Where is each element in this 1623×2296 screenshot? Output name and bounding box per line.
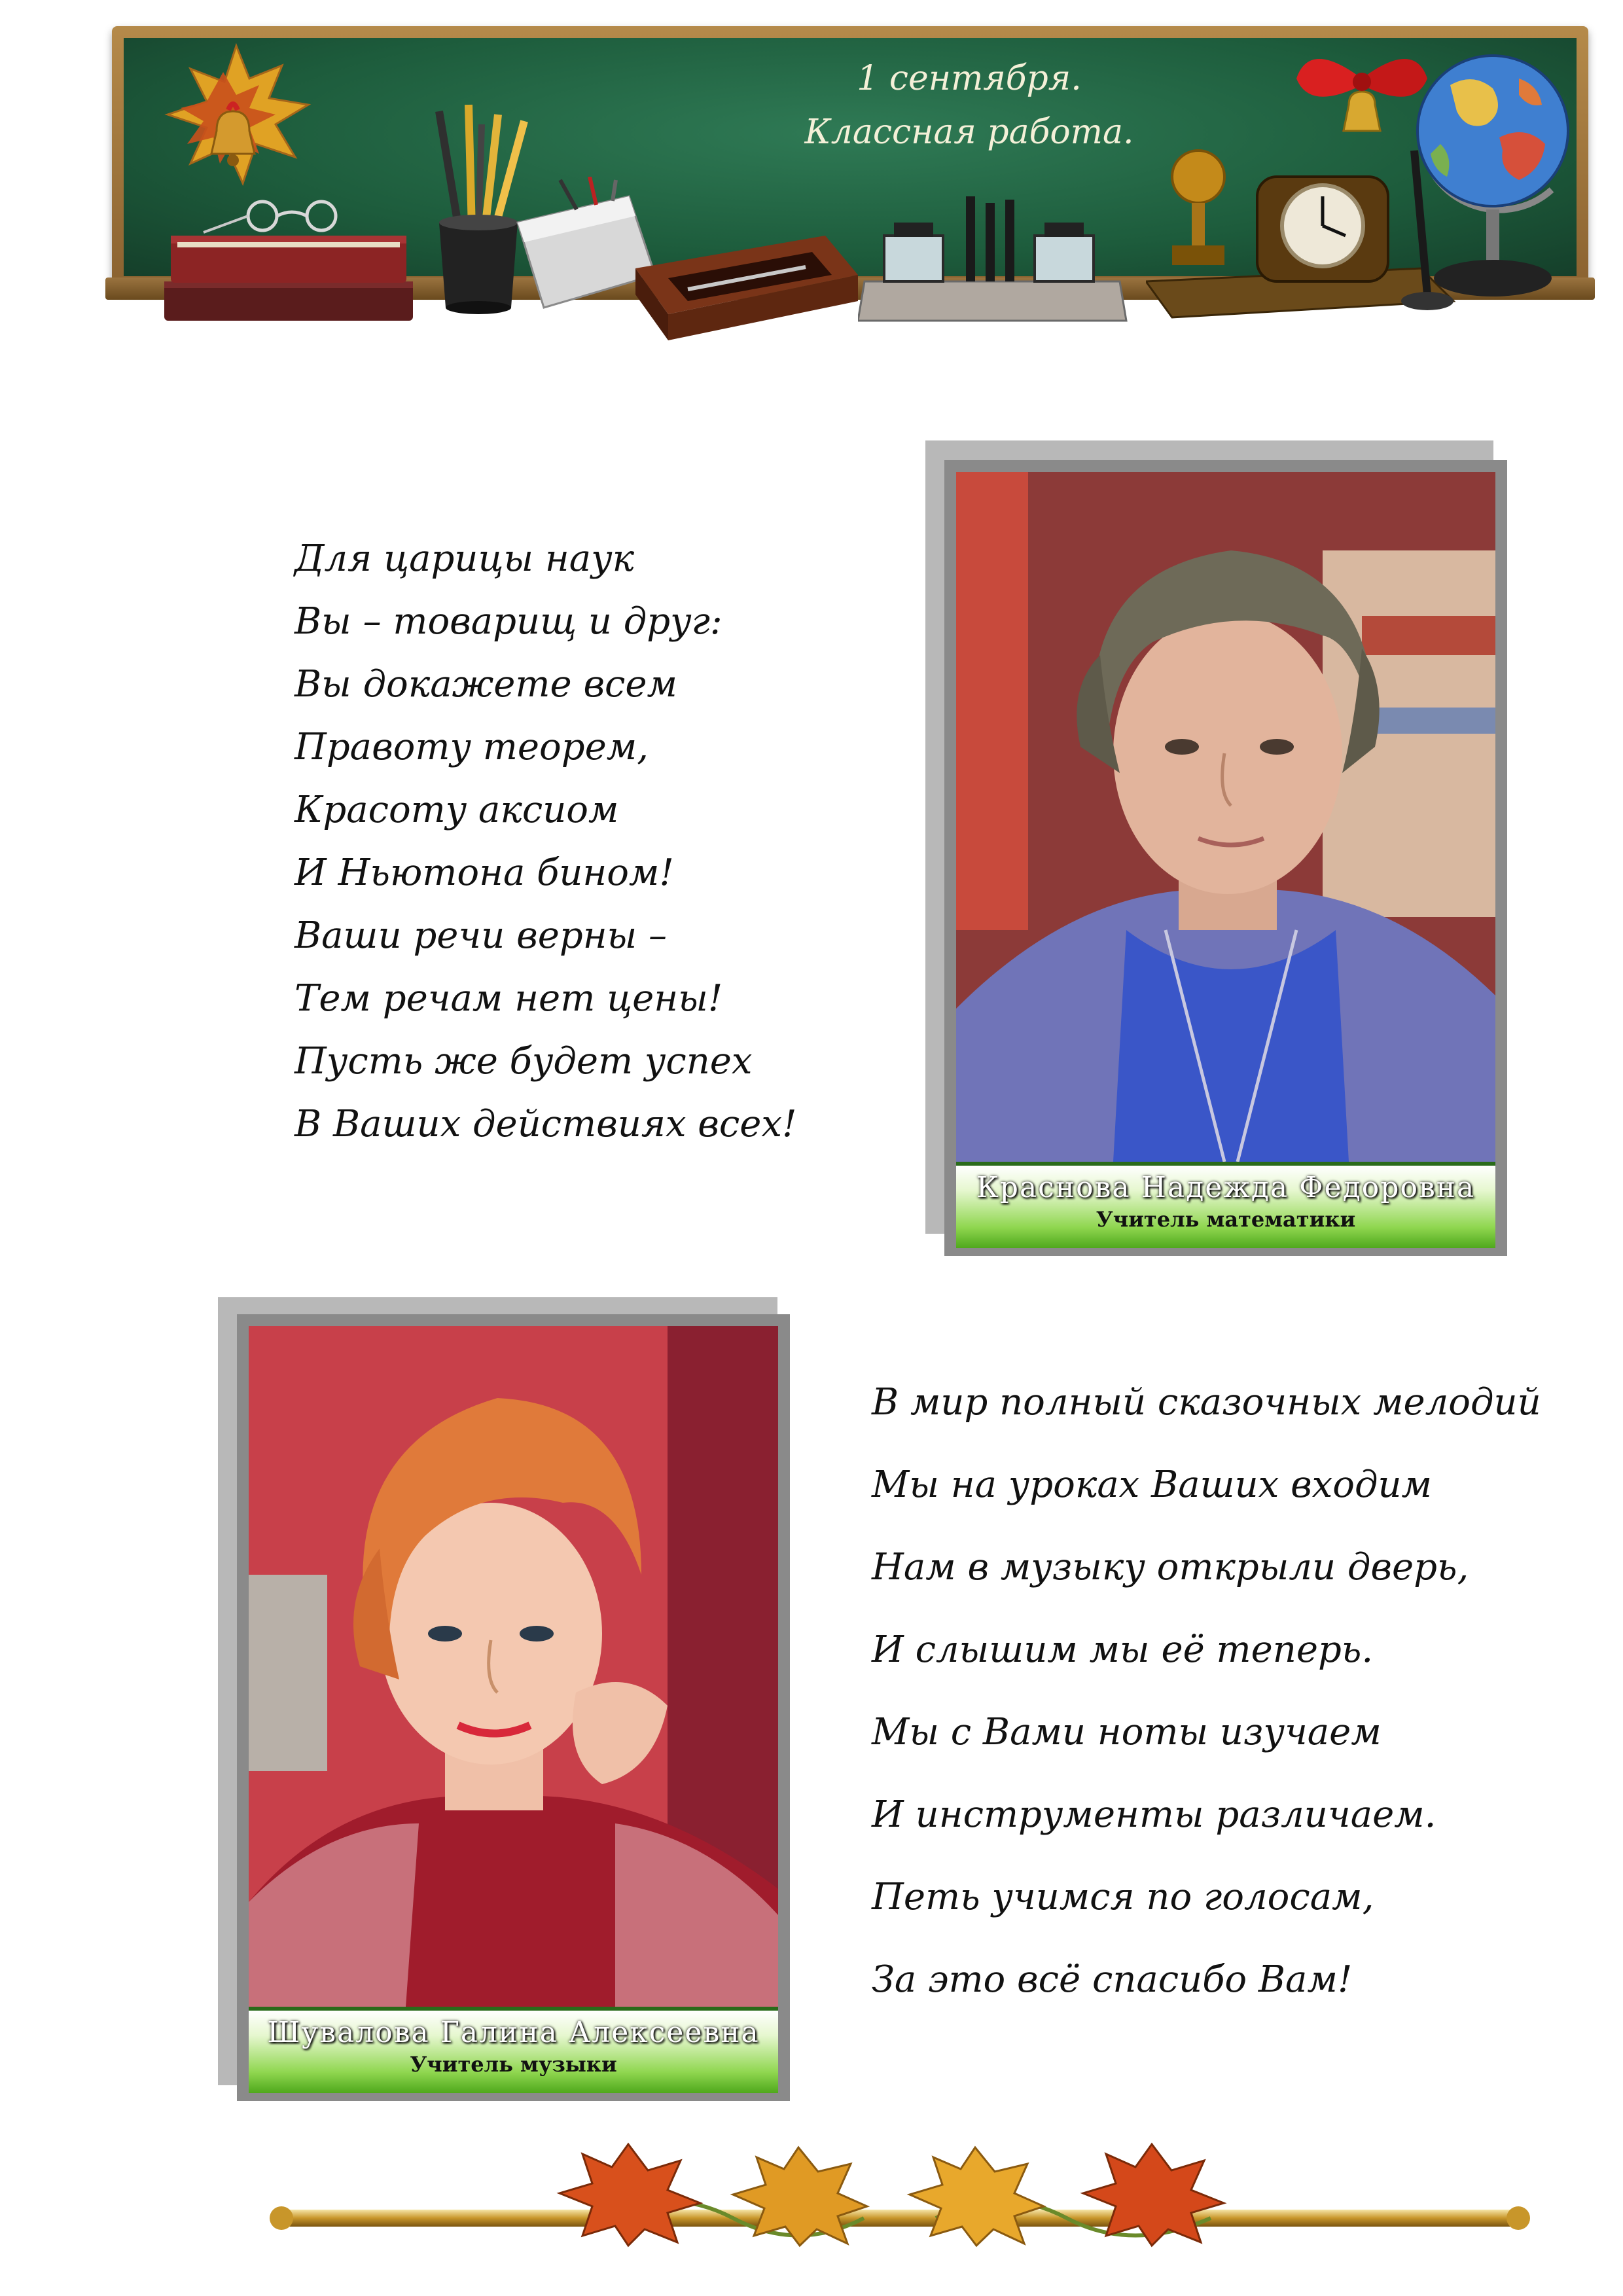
pen-box-icon xyxy=(629,216,865,347)
teacher-role: Учитель музыки xyxy=(410,2052,617,2077)
poem-line: И инструменты различаем. xyxy=(872,1793,1436,1836)
poem-line: Правоту теорем, xyxy=(294,726,649,768)
teacher-caption-music xyxy=(249,2007,778,2093)
autumn-leaves-bell-icon xyxy=(151,33,321,203)
header-banner xyxy=(112,26,1588,312)
poem-line: Мы с Вами ноты изучаем xyxy=(872,1711,1382,1753)
globe-icon xyxy=(1395,26,1591,314)
teacher-name: Шувалова Галина Алексеевна xyxy=(267,2016,760,2049)
teacher-photo-music xyxy=(249,1326,778,2007)
poem-line: Нам в музыку открыли дверь, xyxy=(872,1546,1469,1588)
autumn-leaves-ornament-icon xyxy=(262,2131,1538,2249)
poem-line: Мы на уроках Ваших входим xyxy=(872,1463,1432,1506)
poem-line: В Ваших действиях всех! xyxy=(294,1103,797,1145)
banner-date: 1 сентября. xyxy=(857,59,1082,98)
poem-line: Вы – товарищ и друг: xyxy=(294,600,722,643)
teacher-photo-math xyxy=(956,472,1495,1162)
inkwell-set-icon xyxy=(858,183,1133,334)
portrait-card-music-teacher xyxy=(237,1314,790,2101)
portrait-illustration xyxy=(249,1326,778,2007)
portrait-card-math-teacher xyxy=(944,460,1507,1256)
poem-line: Ваши речи верны – xyxy=(294,914,668,957)
books-glasses-icon xyxy=(158,196,433,327)
poem-line: Тем речам нет цены! xyxy=(294,977,723,1020)
portrait-illustration xyxy=(956,472,1495,1162)
teacher-role: Учитель математики xyxy=(1096,1207,1356,1232)
poem-line: Петь учимся по голосам, xyxy=(872,1876,1374,1918)
poem-music xyxy=(872,1361,1541,2021)
poem-line: Красоту аксиом xyxy=(294,789,619,831)
poem-line: Для царицы наук xyxy=(294,537,635,580)
poem-line: И Ньютона бином! xyxy=(294,852,674,894)
poem-line: За это всё спасибо Вам! xyxy=(872,1958,1353,2001)
poem-line: В мир полный сказочных мелодий xyxy=(872,1381,1541,1424)
poem-line: Вы докажете всем xyxy=(294,663,677,706)
teacher-name: Краснова Надежда Федоровна xyxy=(976,1171,1476,1204)
teacher-caption-math xyxy=(956,1162,1495,1248)
poem-math xyxy=(294,528,796,1156)
poem-line: И слышим мы её теперь. xyxy=(872,1628,1374,1671)
poem-line: Пусть же будет успех xyxy=(294,1040,753,1083)
banner-subtitle: Классная работа. xyxy=(804,113,1134,152)
